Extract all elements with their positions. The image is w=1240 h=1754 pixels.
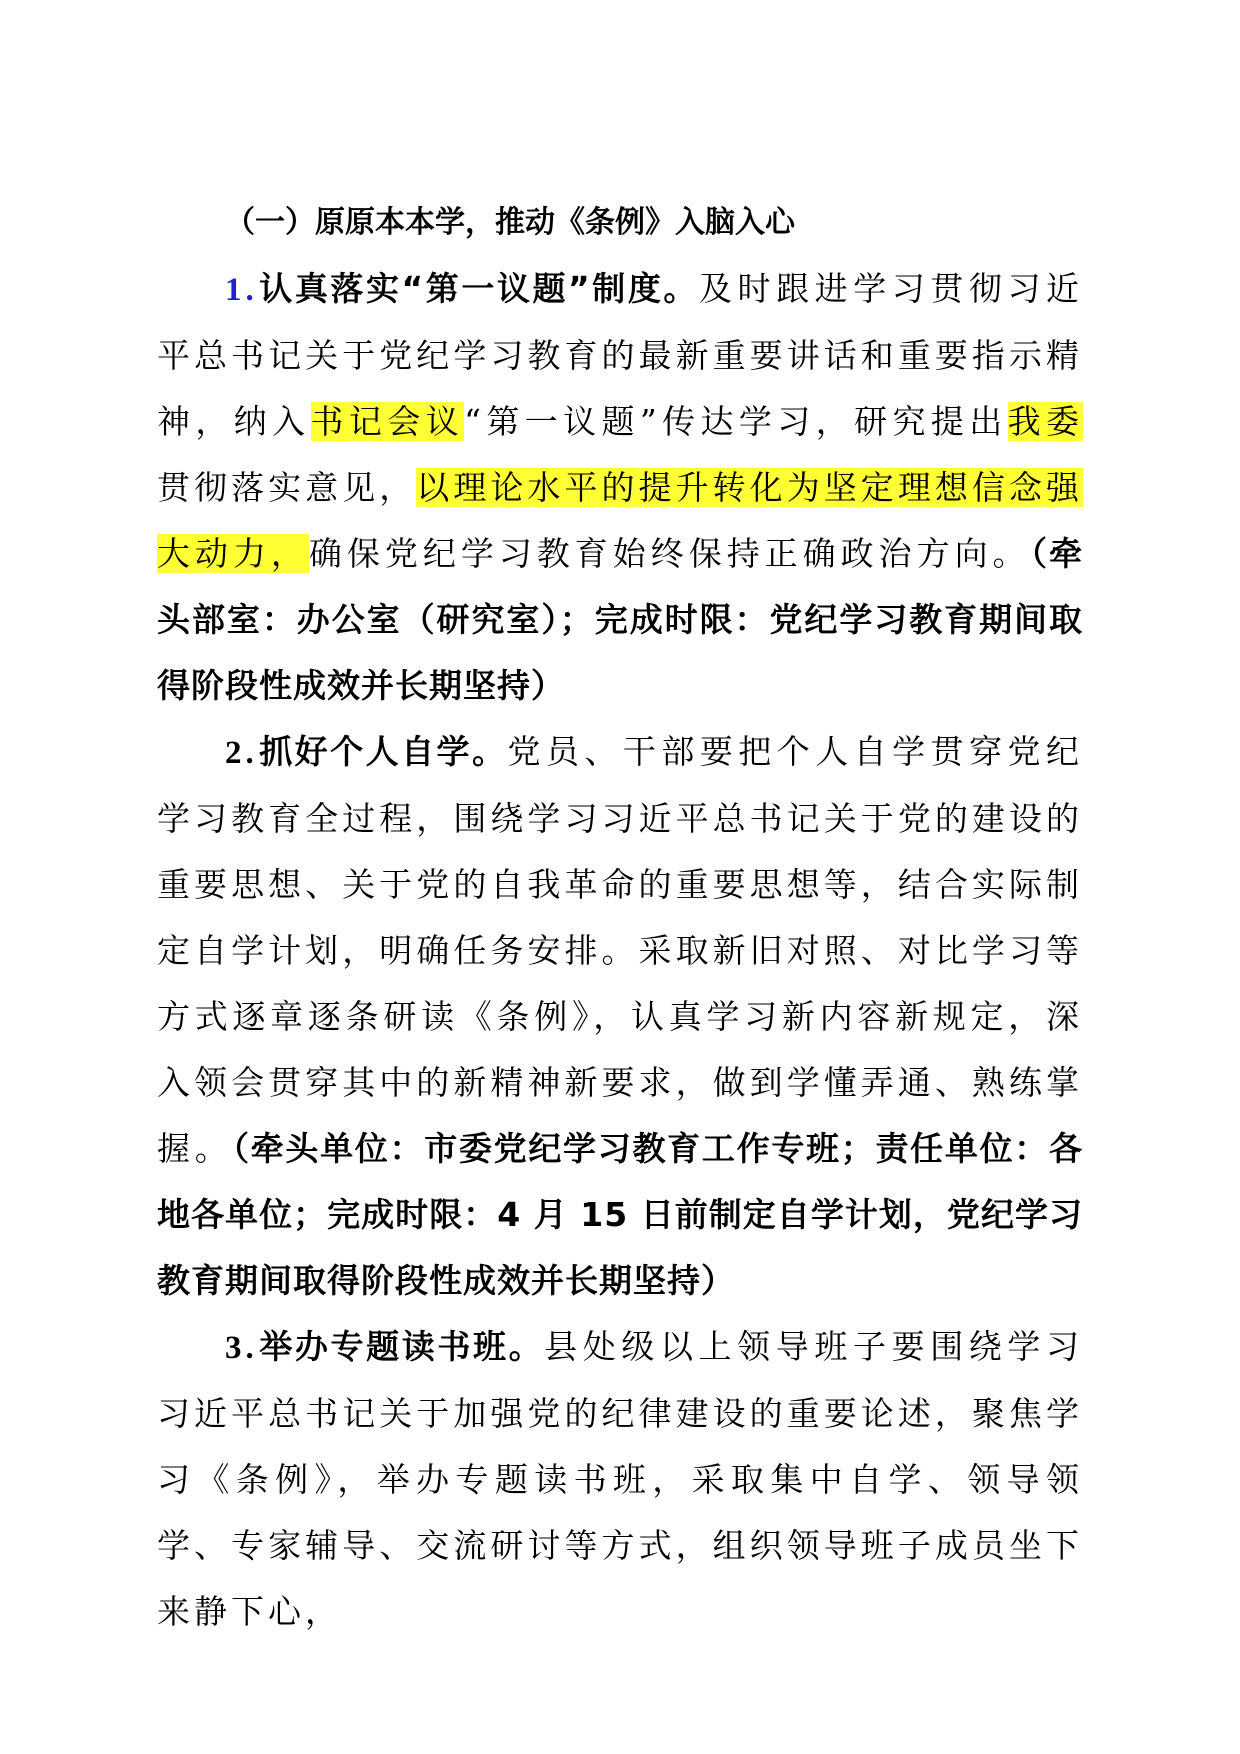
item-2-title: 抓好个人自学。 — [257, 732, 508, 771]
item-2-number: 2. — [225, 735, 258, 771]
item-1-paragraph — [157, 256, 1083, 719]
item-1-text-a: 及时跟进学习贯彻习近平总书记关于党纪学习教育的最新重要讲话和重要指示精神，纳入 — [157, 269, 1084, 441]
section-heading: （一）原原本本学，推动《条例》入脑入心 — [225, 205, 795, 240]
item-2-meta: （牵头单位：市委党纪学习教育工作专班；责任单位：各地各单位；完成时限：4 月 15 日前制定自学计划，党纪学习教育期间取得阶段性成效并长期坚持） — [157, 1129, 1084, 1300]
item-1-text-c: 贯彻落实意见， — [157, 468, 417, 507]
item-1-text-d: 确保党纪学习教育始终保持正确政治方向。 — [308, 534, 1031, 573]
item-1-number: 1. — [225, 272, 258, 308]
item-1-meta: （牵头部室：办公室（研究室）；完成时限：党纪学习教育期间取得阶段性成效并长期坚持） — [157, 534, 1084, 705]
item-1-highlight-1: 书记会议 — [310, 402, 465, 441]
item-3-number: 3. — [225, 1330, 258, 1366]
item-2-text: 党员、干部要把个人自学贯穿党纪学习教育全过程，围绕学习习近平总书记关于党的建设的重要思想、关于党的自我革命的重要思想等，结合实际制定自学计划，明确任务安排。采取新旧对照、对比学习等方式逐章逐条研读《条例》，认真学习新内容新规定，深入领会贯穿其中的新精神新要求，做到学懂弄通、熟练掌握。 — [157, 732, 1084, 1168]
item-3-text: 县处级以上领导班子要围绕学习习近平总书记关于加强党的纪律建设的重要论述，聚焦学习《条例》，举办专题读书班，采取集中自学、领导领学、专家辅导、交流研讨等方式，组织领导班子成员坐下来静下心， — [157, 1327, 1084, 1631]
item-1-text-b: “第一议题”传达学习，研究提出 — [464, 402, 1008, 441]
item-2-paragraph — [157, 719, 1083, 1314]
item-1-title: 认真落实“第一议题”制度。 — [257, 269, 699, 308]
document-body — [157, 190, 1083, 1645]
item-3-title: 举办专题读书班。 — [257, 1327, 545, 1366]
item-1-highlight-2: 我委 — [1007, 402, 1084, 441]
item-3-paragraph — [157, 1314, 1083, 1645]
item-1-highlight-3: 以理论水平的提升转化为坚定理想信念强大动力， — [157, 468, 1084, 573]
